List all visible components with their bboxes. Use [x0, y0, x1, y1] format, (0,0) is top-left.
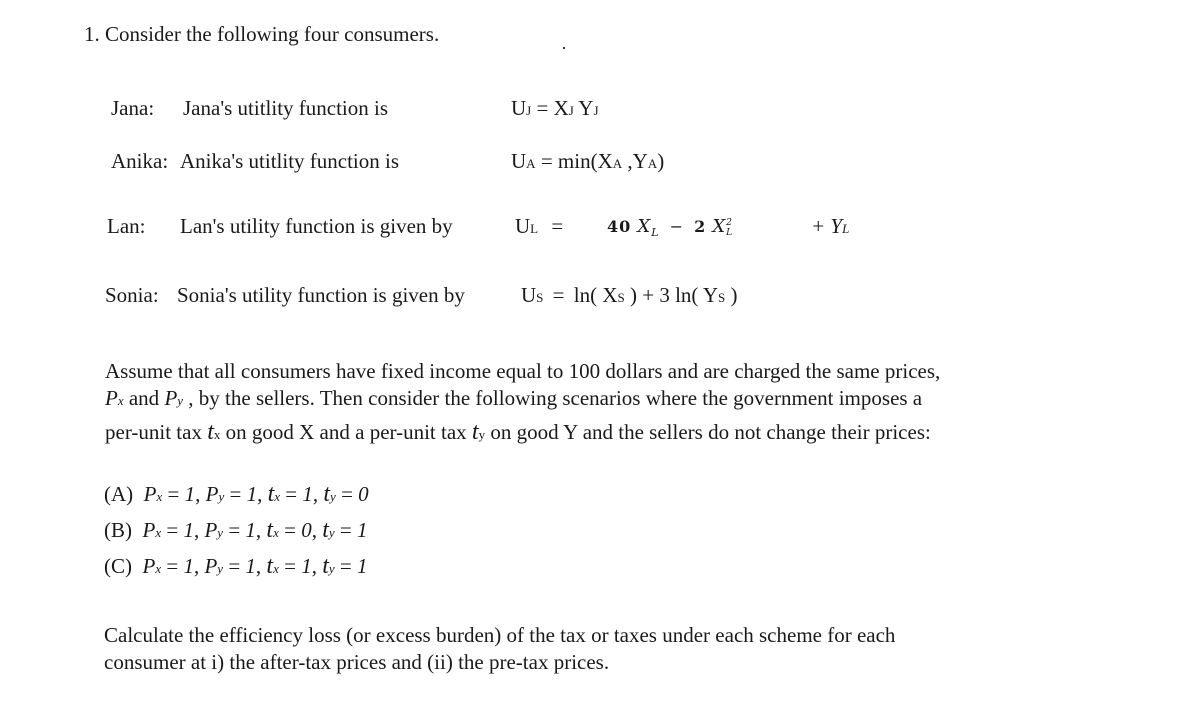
utility-label-lan: UL = [515, 214, 564, 238]
consumer-name-anika: Anika: [111, 149, 169, 173]
utility-formula-lan-y: + YL [811, 214, 850, 238]
stray-dot [563, 47, 565, 49]
utility-formula-anika: UA = min(XA ,YA) [511, 149, 665, 173]
assume-line-1: Assume that all consumers have fixed income equal to 100 dollars and are charged the same prices, [105, 359, 941, 383]
consumer-name-lan: Lan: [107, 214, 146, 238]
utility-formula-sonia: US = ln( XS ) + 3 ln( YS ) [521, 283, 738, 307]
consumer-desc-sonia: Sonia's utility function is given by [177, 283, 465, 307]
scenario-a: (A) Px = 1, Py = 1, tx = 1, ty = 0 [104, 481, 369, 507]
question-heading: 1. Consider the following four consumers. [84, 22, 440, 46]
scenario-c: (C) Px = 1, Py = 1, tx = 1, ty = 1 [104, 553, 368, 579]
consumer-desc-lan: Lan's utility function is given by [180, 214, 453, 238]
utility-formula-lan: 40 $X_L - 2$ X 2 L [607, 216, 734, 240]
consumer-desc-jana: Jana's utitlity function is [183, 96, 389, 120]
consumer-name-jana: Jana: [111, 96, 155, 120]
scenario-b: (B) Px = 1, Py = 1, tx = 0, ty = 1 [104, 517, 368, 543]
consumer-desc-anika: Anika's utitlity function is [180, 149, 400, 173]
assume-line-3: per-unit tax tx on good X and a per-unit tax ty on good Y and the sellers do not change their prices: [105, 419, 931, 445]
assume-line-2: Px and Py , by the sellers. Then consider the following scenarios where the government imposes a [105, 386, 923, 410]
utility-formula-jana: UJ = XJ YJ [511, 96, 599, 120]
consumer-name-sonia: Sonia: [105, 283, 159, 307]
calculate-line-2: consumer at i) the after-tax prices and (ii) the pre-tax prices. [104, 650, 610, 674]
calculate-line-1: Calculate the efficiency loss (or excess burden) of the tax or taxes under each scheme for each [104, 623, 896, 647]
